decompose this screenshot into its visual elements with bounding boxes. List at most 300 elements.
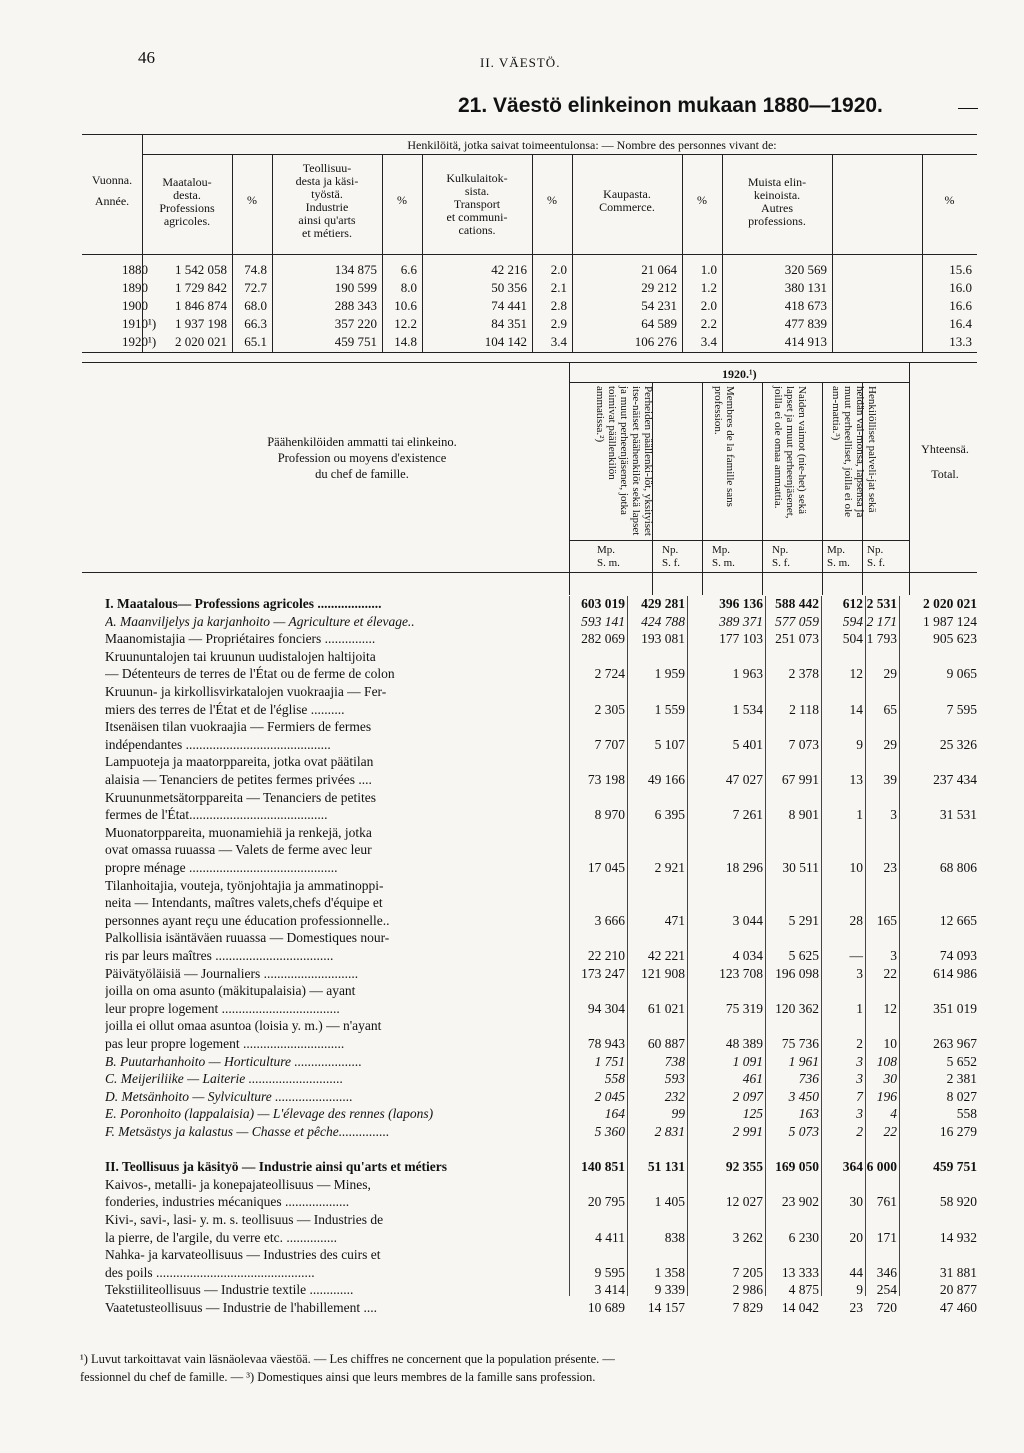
row-value: 173 247	[581, 965, 625, 981]
row-label: Kruununmetsätorppareita — Tenanciers de petites	[105, 789, 376, 805]
col-agri-head: Maatalou- desta. Professions agricoles.	[159, 175, 215, 228]
row-value: 2 378	[788, 666, 819, 682]
sub-sm: S. m.	[712, 557, 735, 569]
row-value: 396 136	[719, 596, 763, 611]
value-cell: 6.6	[400, 262, 417, 277]
row-value: 614 986	[933, 965, 977, 981]
row-label: propre ménage ............................................	[105, 860, 338, 875]
value-cell: 2.2	[700, 316, 717, 331]
row-value: 140 851	[581, 1159, 625, 1175]
year-cell: 1880	[122, 262, 148, 277]
value-cell: 16.0	[949, 280, 972, 295]
row-value: 389 371	[719, 613, 763, 629]
row-value: 2 986	[732, 1282, 763, 1298]
value-cell: 2.8	[550, 298, 567, 313]
row-value: 196 098	[775, 965, 819, 981]
row-value: 17 045	[587, 860, 625, 875]
row-value: 254	[876, 1282, 897, 1298]
row-value: 196	[876, 1088, 897, 1104]
row-value: 20 795	[587, 1194, 625, 1210]
pct-head: %	[397, 193, 407, 207]
row-label: F. Metsästys ja kalastus — Chasse et pêche...............	[105, 1124, 390, 1139]
row-value: 22	[883, 965, 897, 981]
row-value: 738	[664, 1053, 685, 1069]
row-value: 2	[856, 1036, 863, 1051]
row-value: 48 389	[725, 1036, 763, 1051]
row-value: 165	[876, 912, 897, 928]
row-value: 2 305	[594, 701, 625, 717]
row-value: 75 319	[725, 1000, 763, 1016]
row-value: 736	[798, 1071, 819, 1087]
row-value: 3	[856, 1071, 863, 1087]
row-value: 3 414	[594, 1282, 625, 1298]
row-value: 7 073	[788, 736, 819, 752]
pct-head: %	[697, 193, 707, 207]
row-value: 588 442	[775, 596, 819, 611]
row-label: Nahka- ja karvateollisuus — Industries des cuirs et	[105, 1247, 381, 1263]
row-value: 1 559	[654, 701, 685, 717]
row-value: 20 877	[939, 1282, 977, 1298]
value-cell: 3.4	[700, 334, 717, 349]
row-value: 1 793	[866, 631, 897, 647]
row-value: 23 902	[781, 1194, 819, 1210]
row-value: 8 970	[594, 807, 625, 823]
value-cell: 1 937 198	[175, 316, 227, 331]
row-value: 9 065	[946, 666, 977, 682]
row-value: 3	[890, 807, 897, 823]
row-label: ris par leurs maîtres ...................................	[105, 948, 334, 963]
title-dash	[958, 108, 978, 109]
col-transport-head: Kulkulaitok- sista. Transport et communi- cations.	[446, 171, 508, 237]
row-value: 3 044	[732, 912, 763, 928]
row-value: 1 961	[788, 1053, 819, 1069]
value-cell: 64 589	[641, 316, 677, 331]
value-cell: 29 212	[641, 280, 677, 295]
table-title: 21. Väestö elinkeinon mukaan 1880—1920.	[458, 94, 883, 117]
value-cell: 10.6	[394, 298, 417, 313]
pct-head: %	[944, 193, 955, 207]
row-value: 1 358	[654, 1264, 685, 1280]
row-value: 25 326	[939, 736, 977, 752]
row-value: 47 460	[939, 1300, 977, 1315]
row-value: 20	[849, 1229, 863, 1245]
row-value: 177 103	[719, 631, 763, 647]
value-cell: 2.0	[700, 298, 717, 313]
value-cell: 13.3	[949, 334, 972, 349]
row-value: 7 595	[946, 701, 977, 717]
row-value: 6 395	[654, 807, 685, 823]
row-value: 3 262	[732, 1229, 763, 1245]
row-value: 2 831	[654, 1124, 685, 1139]
row-value: 1 963	[732, 666, 763, 682]
row-value: 558	[956, 1106, 977, 1122]
row-value: 9 595	[594, 1264, 625, 1280]
row-value: 3	[890, 948, 897, 963]
row-value: 12 027	[725, 1194, 763, 1210]
section-header: II. VÄESTÖ.	[480, 55, 561, 70]
row-label: ovat omassa ruuassa — Valets de ferme avec leur	[105, 842, 372, 858]
row-value: 125	[742, 1106, 763, 1122]
row-value: 346	[876, 1264, 897, 1280]
col-commerce-head: Kaupasta. Commerce.	[599, 187, 655, 214]
value-cell: 1.0	[700, 262, 717, 277]
row-value: 3	[856, 1106, 863, 1122]
row-value: 1 405	[654, 1194, 685, 1210]
col-other-head: Muista elin- keinoista. Autres professions.	[747, 175, 807, 228]
value-cell: 190 599	[334, 280, 377, 295]
row-value: 3	[856, 965, 863, 981]
row-value: 2 171	[866, 613, 897, 629]
row-label: joilla on oma asunto (mäkitupalaisia) — ayant	[105, 983, 356, 999]
footnote-1: ¹) Luvut tarkoittavat vain läsnäolevaa väestöä. — Les chiffres ne concernent que la population présente. —	[80, 1352, 615, 1366]
row-value: 171	[876, 1229, 897, 1245]
row-value: 7 261	[732, 807, 763, 823]
row-value: 2	[856, 1124, 863, 1139]
row-value: 23	[883, 860, 897, 875]
sub-mp: Mp.	[712, 544, 731, 556]
row-value: 30 511	[782, 860, 819, 875]
row-label: des poils ...............................................	[105, 1264, 315, 1280]
row-label: Kruunun- ja kirkollisvirkatalojen vuokraajia — Fer-	[105, 684, 387, 699]
row-value: 10	[883, 1036, 897, 1051]
row-value: 3	[856, 1053, 863, 1069]
row-value: 163	[798, 1106, 819, 1122]
value-cell: 357 220	[334, 316, 377, 331]
row-value: 5 107	[654, 736, 685, 752]
row-value: 7 829	[732, 1300, 763, 1315]
row-label: personnes ayant reçu une éducation professionnelle..	[105, 912, 390, 928]
sub-sf: S. f.	[867, 557, 886, 569]
row-label: Kruununtalojen tai kruunun uudistalojen haltijoita	[105, 648, 376, 664]
row-value: 94 304	[587, 1000, 625, 1016]
row-value: 5 360	[594, 1124, 625, 1139]
value-cell: 104 142	[484, 334, 527, 349]
row-value: 5 401	[732, 736, 763, 752]
row-value: 14 932	[939, 1229, 977, 1245]
row-label: Tilanhoitajia, vouteja, työnjohtajia ja ammatinoppi-	[105, 877, 384, 893]
row-value: 169 050	[775, 1159, 819, 1175]
value-cell: 14.8	[394, 334, 417, 349]
row-value: 1 751	[594, 1053, 625, 1069]
row-value: 14 157	[647, 1300, 685, 1315]
value-cell: 50 356	[491, 280, 527, 295]
row-value: 593 141	[581, 613, 625, 629]
row-value: 23	[849, 1300, 863, 1315]
row-value: 108	[876, 1053, 897, 1069]
table-2-header	[82, 362, 977, 607]
row-label: pas leur propre logement ..............................	[105, 1036, 345, 1051]
page-number: 46	[138, 48, 155, 67]
row-value: 73 198	[587, 772, 625, 787]
row-value: 5 291	[788, 912, 819, 928]
row-value: 5 625	[788, 948, 819, 963]
row-value: 603 019	[581, 596, 625, 611]
value-cell: 21 064	[641, 262, 677, 277]
row-value: 28	[849, 912, 863, 928]
row-value: 18 296	[725, 860, 763, 875]
row-value: 3 450	[788, 1088, 819, 1104]
value-cell: 418 673	[784, 298, 827, 313]
row-value: 8 901	[788, 807, 819, 823]
sub-mp: Mp.	[597, 544, 616, 556]
row-value: 31 881	[939, 1264, 977, 1280]
value-cell: 66.3	[244, 316, 267, 331]
row-value: 99	[671, 1106, 685, 1122]
row-value: 612	[842, 596, 863, 611]
row-label: A. Maanviljelys ja karjanhoito — Agriculture et élevage..	[105, 613, 415, 629]
sub-sf: S. f.	[662, 557, 681, 569]
row-value: 1 534	[732, 701, 763, 717]
row-value: 9 339	[654, 1282, 685, 1298]
row-value: 13	[849, 772, 863, 787]
col-head-1: Perheiden päällenki-löt, yksityiset itse-näiset päähenkilöt sekä lapset ja muut perheenjäsenet, jotka toimivat päällenkilön ammatissa.²)	[594, 386, 654, 536]
value-cell: 72.7	[244, 280, 267, 295]
row-label: I. Maatalous— Professions agricoles ...................	[105, 596, 382, 611]
row-value: 424 788	[641, 613, 685, 629]
row-label: C. Meijeriliike — Laiterie ............................	[105, 1071, 344, 1087]
pct-head: %	[247, 193, 257, 207]
value-cell: 1 542 058	[175, 262, 227, 277]
row-value: 282 069	[581, 631, 625, 647]
row-label: B. Puutarhanhoito — Horticulture ....................	[105, 1053, 362, 1069]
row-label: Itsenäisen tilan vuokraajia — Fermiers de fermes	[105, 719, 372, 735]
value-cell: 3.4	[550, 334, 567, 349]
row-value: 6 000	[866, 1159, 897, 1175]
row-label: Palkollisia isäntäväen ruuassa — Domestiques nour-	[105, 930, 390, 946]
row-label: Kivi-, savi-, lasi- y. m. s. teollisuus — Industries de	[105, 1212, 384, 1227]
row-label: Tekstiiliteollisuus — Industrie textile .............	[105, 1282, 354, 1298]
row-value: 3 666	[594, 912, 625, 928]
value-cell: 84 351	[491, 316, 527, 331]
row-value: 10	[849, 860, 863, 875]
year-1920: 1920.¹)	[722, 367, 757, 381]
row-label: la pierre, de l'argile, du verre etc. ...............	[105, 1229, 337, 1245]
row-label: fermes de l'État.........................................	[105, 807, 328, 823]
value-cell: 65.1	[244, 334, 267, 349]
row-value: 2 921	[654, 860, 685, 875]
value-cell: 12.2	[394, 316, 417, 331]
row-value: 13 333	[781, 1264, 819, 1280]
row-value: 31 531	[939, 807, 977, 823]
row-value: 761	[876, 1194, 897, 1210]
value-cell: 74 441	[491, 298, 527, 313]
row-value: 30	[849, 1194, 863, 1210]
row-label: Vaatetusteollisuus — Industrie de l'habillement ....	[105, 1300, 378, 1315]
value-cell: 134 875	[334, 262, 377, 277]
row-value: 44	[849, 1264, 863, 1280]
row-value: 2 045	[594, 1088, 625, 1104]
row-label: indépendantes ...........................................	[105, 736, 331, 752]
row-value: 60 887	[647, 1036, 685, 1051]
row-value: 65	[883, 701, 897, 717]
row-value: 7 205	[732, 1264, 763, 1280]
value-cell: 2.0	[550, 262, 567, 277]
row-value: 4 875	[788, 1282, 819, 1298]
row-value: 2 020 021	[923, 596, 977, 611]
table-1	[82, 134, 977, 354]
value-cell: 288 343	[334, 298, 377, 313]
col-industry-head: Teollisuu- desta ja käsi- työstä. Industrie ainsi qu'arts et métiers.	[295, 161, 359, 240]
row-label: joilla ei ollut omaa asuntoa (loisia y. m.) — n'ayant	[105, 1018, 382, 1034]
row-value: 1	[856, 1000, 863, 1016]
value-cell: 54 231	[641, 298, 677, 313]
sub-np: Np.	[772, 544, 789, 556]
row-value: 9	[856, 1282, 863, 1298]
row-value: 7 707	[594, 736, 625, 752]
value-cell: 2 020 021	[175, 334, 227, 349]
row-value: 75 736	[781, 1036, 819, 1051]
row-label: Muonatorppareita, muonamiehiä ja renkejä, jotka	[105, 824, 372, 840]
row-value: 471	[664, 912, 685, 928]
row-label: Kaivos-, metalli- ja konepajateollisuus — Mines,	[105, 1176, 371, 1192]
row-value: 74 093	[939, 948, 977, 963]
value-cell: 414 913	[784, 334, 827, 349]
row-value: 123 708	[719, 965, 763, 981]
row-value: 577 059	[775, 613, 819, 629]
row-label: Maanomistajia — Propriétaires fonciers ...............	[105, 631, 376, 647]
row-value: 237 434	[933, 772, 977, 787]
row-label: neita — Intendants, maîtres valets,chefs d'équipe et	[105, 895, 383, 911]
pct-head: %	[547, 193, 557, 207]
row-value: 2 724	[594, 666, 625, 682]
row-value: 461	[742, 1071, 763, 1087]
footnote-2: fessionnel du chef de famille. — ³) Domestiques ainsi que leurs membres de la famille sans profession.	[80, 1370, 596, 1384]
row-label: II. Teollisuus ja käsityö — Industrie ainsi qu'arts et métiers	[105, 1159, 448, 1175]
col-head-4: Henkilölliset palveli-jat sekä heidän vai-monsa, lapsensa ja muut perheelliset, joilla ei ole am-mattia.³)	[830, 386, 878, 518]
row-value: 6 230	[788, 1229, 819, 1245]
row-value: 1 987 124	[923, 613, 977, 629]
row-label: E. Poronhoito (lappalaisia) — L'élevage des rennes (lapons)	[105, 1106, 434, 1122]
row-value: —	[849, 948, 863, 963]
row-value: 29	[883, 666, 897, 682]
row-value: 2 381	[946, 1071, 977, 1087]
row-value: 42 221	[647, 948, 685, 963]
value-cell: 1.2	[700, 280, 717, 295]
row-value: 1	[856, 807, 863, 823]
value-cell: 2.1	[550, 280, 567, 295]
row-value: 459 751	[933, 1159, 977, 1175]
row-value: 22 210	[587, 948, 625, 963]
row-value: 12 665	[939, 912, 977, 928]
row-value: 193 081	[641, 631, 685, 647]
row-value: 58 920	[939, 1194, 977, 1210]
row-value: 22	[883, 1124, 897, 1139]
sub-mp: Mp.	[827, 544, 846, 556]
value-cell: 16.4	[949, 316, 972, 331]
row-value: 429 281	[641, 596, 685, 611]
row-label: Päivätyöläisiä — Journaliers ............................	[105, 965, 359, 981]
row-value: 51 131	[647, 1159, 685, 1175]
row-value: 9	[856, 736, 863, 752]
stub-header: Päähenkilöiden ammatti tai elinkeino. Profession ou moyens d'existence du chef de famille.	[267, 435, 457, 481]
group-header: Henkilöitä, jotka saivat toimeentulonsa: — Nombre des personnes vivant de:	[407, 138, 777, 152]
row-value: 251 073	[775, 631, 819, 647]
row-value: 4 034	[732, 948, 763, 963]
value-cell: 459 751	[334, 334, 377, 349]
row-value: 2 531	[866, 596, 897, 611]
value-cell: 8.0	[400, 280, 417, 295]
value-cell: 106 276	[634, 334, 677, 349]
value-cell: 1 846 874	[175, 298, 227, 313]
year-cell: 1920¹)	[122, 334, 157, 349]
row-label: Lampuoteja ja maatorppareita, jotka ovat päätilan	[105, 754, 374, 770]
row-value: 364	[842, 1159, 863, 1175]
row-value: 16 279	[939, 1124, 977, 1139]
row-value: 120 362	[775, 1000, 819, 1016]
row-value: 720	[876, 1300, 897, 1315]
value-cell: 42 216	[491, 262, 527, 277]
row-label: miers des terres de l'État et de l'église ..........	[105, 701, 345, 717]
row-value: 14	[849, 701, 863, 717]
row-value: 594	[842, 613, 863, 629]
row-value: 164	[604, 1106, 625, 1122]
row-label: D. Metsänhoito — Sylviculture .......................	[105, 1088, 353, 1104]
year-cell: 1900	[122, 298, 148, 313]
col-head-3: Naiden vaimot (nie-het) sekä lapset ja muut perheenjäsenet, joilla ei ole omaa ammattia.	[772, 386, 808, 519]
row-value: 47 027	[725, 772, 763, 787]
row-value: 263 967	[933, 1036, 977, 1051]
row-value: 2 991	[732, 1124, 763, 1139]
value-cell: 477 839	[784, 316, 827, 331]
row-value: 2 118	[789, 701, 819, 717]
year-cell: 1890	[122, 280, 148, 295]
row-value: 504	[842, 631, 863, 647]
value-cell: 380 131	[784, 280, 827, 295]
row-value: 8 027	[946, 1088, 977, 1104]
row-label: leur propre logement ...................................	[105, 1000, 340, 1016]
year-cell: 1910¹)	[122, 316, 157, 331]
total-head: Yhteensä. Total.	[921, 442, 969, 481]
row-value: 12	[849, 666, 863, 682]
row-value: 2 097	[732, 1088, 763, 1104]
value-cell: 16.6	[949, 298, 972, 313]
row-value: 5 652	[946, 1053, 977, 1069]
row-value: 7	[856, 1088, 863, 1104]
row-value: 29	[883, 736, 897, 752]
row-label: fonderies, industries mécaniques ...................	[105, 1194, 350, 1210]
value-cell: 74.8	[244, 262, 267, 277]
row-value: 1 091	[732, 1053, 763, 1069]
value-cell: 68.0	[244, 298, 267, 313]
row-value: 558	[604, 1071, 625, 1087]
sub-np: Np.	[867, 544, 884, 556]
row-value: 30	[883, 1071, 897, 1087]
row-value: 68 806	[939, 860, 977, 875]
sub-sm: S. m.	[827, 557, 850, 569]
col-head-2: Membres de la famille sans profession.	[712, 386, 736, 507]
row-value: 121 908	[641, 965, 685, 981]
row-value: 838	[664, 1229, 685, 1245]
sub-np: Np.	[662, 544, 679, 556]
row-value: 39	[883, 772, 897, 787]
value-cell: 15.6	[949, 262, 972, 277]
row-value: 12	[883, 1000, 897, 1016]
value-cell: 1 729 842	[175, 280, 227, 295]
value-cell: 320 569	[784, 262, 827, 277]
row-value: 92 355	[725, 1159, 763, 1175]
row-value: 905 623	[933, 631, 977, 647]
row-value: 232	[664, 1088, 685, 1104]
row-label: — Détenteurs de terres de l'État ou de ferme de colon	[105, 666, 395, 682]
year-header: Vuonna. Année.	[91, 173, 133, 208]
row-value: 593	[664, 1071, 685, 1087]
row-value: 1 959	[654, 666, 685, 682]
row-value: 14 042	[781, 1300, 819, 1315]
row-value: 67 991	[781, 772, 819, 787]
value-cell: 2.9	[550, 316, 567, 331]
row-value: 10 689	[587, 1300, 625, 1315]
row-value: 4	[890, 1106, 897, 1122]
